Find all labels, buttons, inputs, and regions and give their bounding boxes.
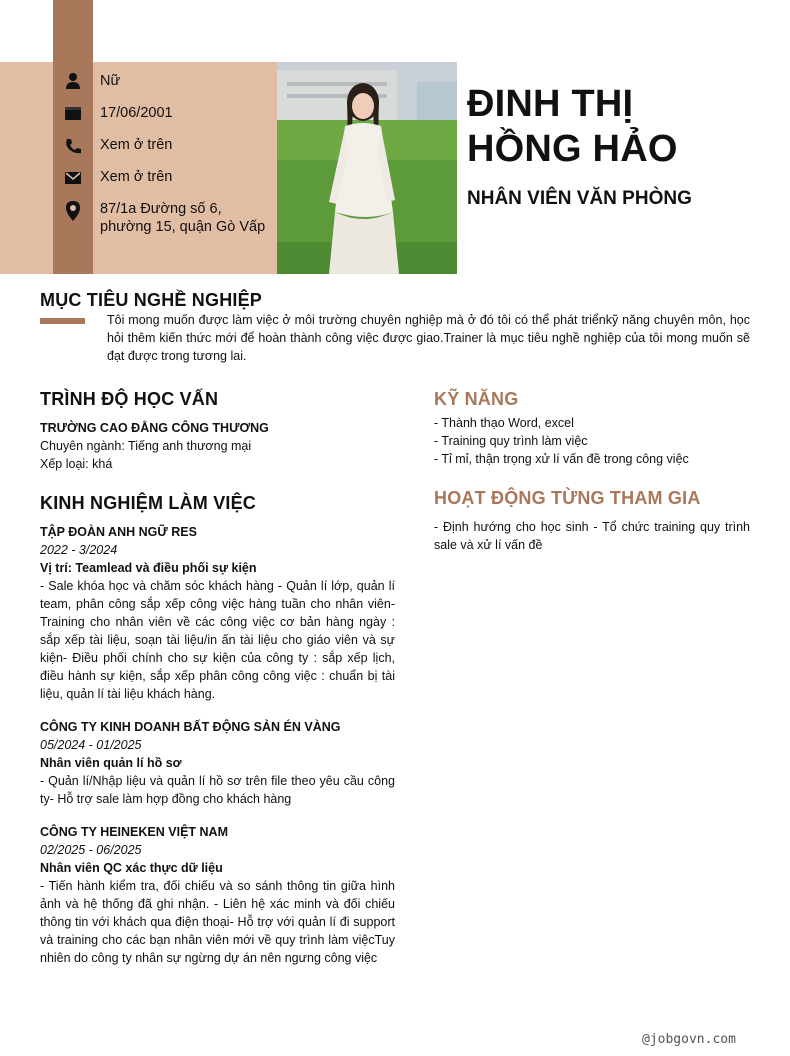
experience-item (40, 523, 395, 703)
name-line-1: ĐINH THỊ (467, 83, 634, 125)
phone-value: Xem ở trên (100, 137, 173, 153)
address-value (100, 200, 265, 236)
skills-list (434, 414, 750, 468)
experience-item (40, 718, 395, 808)
location-pin-icon (64, 200, 82, 222)
skill-item: - Training quy trình làm việc (434, 434, 588, 448)
gender-value: Nữ (100, 73, 121, 89)
phone-icon (64, 137, 82, 155)
activities-title: HOẠT ĐỘNG TỪNG THAM GIA (434, 488, 701, 508)
experience-description: - Sale khóa học và chăm sóc khách hàng - Quản lí lớp, quản lí team, phân công sắp xếp công việc hàng tuần cho nhân viên- Training cho nhân viên về các công việc cơ bản hàng ngày : sắp xếp tài liệu, soạn tài liệu/in ấn tài liệu cho giáo viên và sự kiện- Điều phối chính cho sự kiện của công ty : sắp xếp lịch, điều hành sự kiện, sắp xếp phân công công việc : chuẩn bị tài liệu, quản lí tài liệu khách hàng. (40, 579, 395, 701)
name-line-2: HỒNG HẢO (467, 128, 678, 170)
skill-item: - Tỉ mỉ, thận trọng xử lí vấn đề trong công việc (434, 452, 689, 466)
address-line-2: phường 15, quận Gò Vấp (100, 219, 266, 235)
objective-title: MỤC TIÊU NGHỀ NGHIỆP (40, 290, 263, 310)
footer-watermark: @jobgovn.com (642, 1032, 736, 1047)
birthday-value: 17/06/2001 (100, 105, 173, 121)
objective-text: Tôi mong muốn được làm việc ở môi trường chuyên nghiệp mà ở đó tôi có thể phát triểnkỹ năng chuyên môn, học hỏi thêm kiến thức mới để hoàn thành công việc được giao.Trainer là mục tiêu nghề nghiệp của tôi mong muốn sẽ đạt được trong tương lai. (107, 313, 750, 363)
education-title: TRÌNH ĐỘ HỌC VẤN (40, 389, 219, 409)
experience-company: TẬP ĐOÀN ANH NGỮ RES (40, 525, 197, 539)
job-title: NHÂN VIÊN VĂN PHÒNG (467, 188, 692, 209)
education-major: Chuyên ngành: Tiếng anh thương mại (40, 439, 252, 453)
education-block (40, 419, 395, 473)
skills-title: KỸ NĂNG (434, 389, 519, 409)
objective-accent-bar (40, 318, 85, 324)
skill-item: - Thành thạo Word, excel (434, 416, 574, 430)
experience-period: 05/2024 - 01/2025 (40, 738, 142, 752)
experience-description: - Tiến hành kiểm tra, đối chiếu và so sánh thông tin giữa hình ảnh và hệ thống đã ghi nhận. - Liên hệ xác minh và đối chiếu thông tin với khách qua điện thoại- Hỗ trợ với quản lí đi support và training cho các bạn nhân viên mới về quy trình làm việcTuy nhiên do công ty nhân sự ngừng dự án nên ngưng công việc (40, 879, 395, 965)
experience-role: Vị trí: Teamlead và điều phối sự kiện (40, 561, 257, 575)
activities-text: - Định hướng cho học sinh - Tổ chức training quy trình sale và xử lí vấn đề (434, 520, 750, 552)
experience-company: CÔNG TY HEINEKEN VIỆT NAM (40, 825, 228, 839)
address-line-1: 87/1a Đường số 6, (100, 201, 222, 217)
email-value: Xem ở trên (100, 169, 173, 185)
experience-role: Nhân viên quản lí hồ sơ (40, 756, 182, 770)
calendar-icon (64, 104, 82, 122)
experience-title: KINH NGHIỆM LÀM VIỆC (40, 493, 257, 513)
person-icon (64, 72, 82, 90)
experience-description: - Quản lí/Nhập liệu và quản lí hồ sơ trên file theo yêu cầu công ty- Hỗ trợ sale làm hợp đồng cho khách hàng (40, 774, 395, 806)
experience-company: CÔNG TY KINH DOANH BẤT ĐỘNG SẢN ÉN VÀNG (40, 720, 341, 734)
education-rank: Xếp loại: khá (40, 457, 113, 471)
profile-photo (277, 62, 457, 274)
education-school: TRƯỜNG CAO ĐẲNG CÔNG THƯƠNG (40, 421, 269, 435)
candidate-name (467, 82, 678, 172)
experience-role: Nhân viên QC xác thực dữ liệu (40, 861, 223, 875)
experience-period: 2022 - 3/2024 (40, 543, 118, 557)
experience-item (40, 823, 395, 967)
mail-icon (64, 169, 82, 187)
experience-period: 02/2025 - 06/2025 (40, 843, 142, 857)
